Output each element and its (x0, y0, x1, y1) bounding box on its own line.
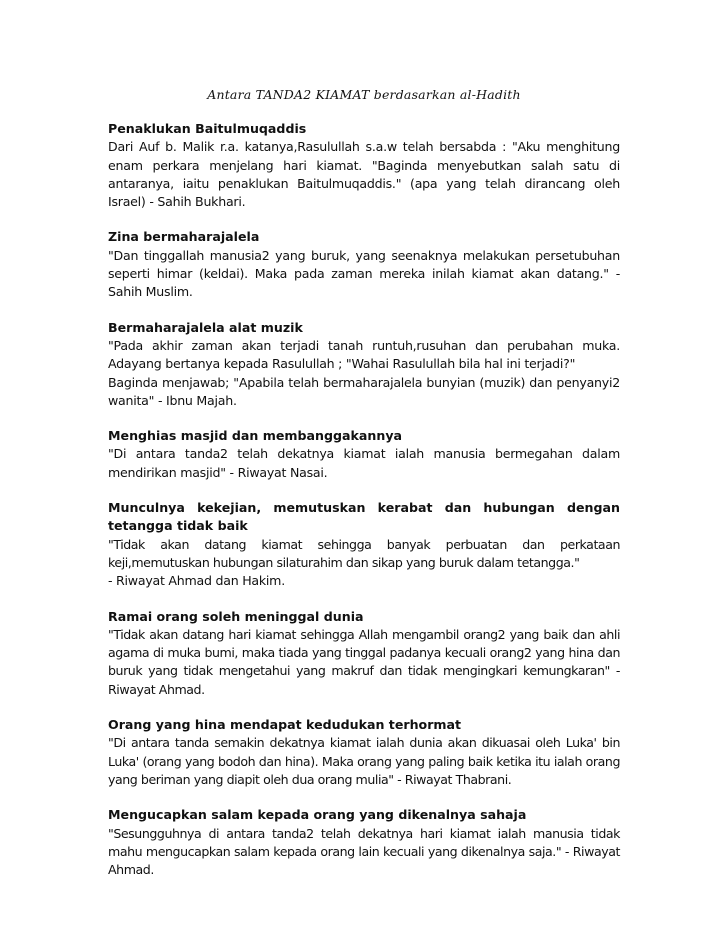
section-paragraph: "Di antara tanda semakin dekatnya kiamat ialah dunia akan dikuasai oleh Luka' bin Luka' (orang yang bodoh dan hina). Maka orang yang paling baik ketika itu ialah orang yang beriman yang diapit oleh dua orang mulia" - Riwayat Thabrani. (108, 735, 620, 787)
section-paragraph: "Pada akhir zaman akan terjadi tanah runtuh,rusuhan dan perubahan muka. Adayang bertanya kepada Rasulullah ; "Wahai Rasulullah bila hal ini terjadi?" (108, 337, 620, 372)
document-page (108, 86, 620, 896)
section-heading: Bermaharajalela alat muzik (108, 319, 303, 335)
section-heading: Munculnya kekejian, memutuskan kerabat dan hubungan dengan tetangga tidak baik (108, 500, 620, 534)
section-paragraph: "Sesungguhnya di antara tanda2 telah dekatnya hari kiamat ialah manusia tidak mahu mengucapkan salam kepada orang lain kecuali yang dikenalnya saja." - Riwayat Ahmad. (108, 825, 620, 878)
section-ramai-orang-soleh (108, 608, 620, 699)
section-heading: Penaklukan Baitulmuqaddis (108, 121, 307, 136)
section-bermaharajalela-alat-muzik (108, 319, 620, 410)
section-orang-hina (108, 716, 620, 789)
document-title: Antara TANDA2 KIAMAT berdasarkan al-Hadith (207, 87, 521, 102)
section-paragraph: "Tidak akan datang kiamat sehingga banyak perbuatan dan perkataan keji,memutuskan hubungan silaturahim dan sikap yang buruk dalam tetangga." (108, 536, 620, 570)
section-paragraph: Baginda menjawab; "Apabila telah bermaharajalela bunyian (muzik) dan penyanyi2 wanita" - Ibnu Majah. (108, 374, 620, 408)
section-paragraph: "Tidak akan datang hari kiamat sehingga Allah mengambil orang2 yang baik dan ahli agama di muka bumi, maka tiada yang tinggal padanya kecuali orang2 yang hina dan buruk yang tidak mengetahui yang makruf dan tidak mengingkari kemungkaran" - Riwayat Ahmad. (108, 626, 620, 697)
section-paragraph: "Di antara tanda2 telah dekatnya kiamat ialah manusia bermegahan dalam mendirikan masjid" - Riwayat Nasai. (108, 446, 620, 480)
section-paragraph: - Riwayat Ahmad dan Hakim. (108, 573, 285, 589)
section-paragraph: Dari Auf b. Malik r.a. katanya,Rasulullah s.a.w telah bersabda : "Aku menghitung enam perkara menjelang hari kiamat. "Baginda menyebutkan salah satu di antaranya, iaitu penaklukan Baitulmuqaddis." (apa yang telah dirancang oleh Israel) - Sahih Bukhari. (108, 139, 620, 210)
section-heading: Ramai orang soleh meninggal dunia (108, 608, 364, 624)
section-heading: Menghias masjid dan membanggakannya (108, 428, 403, 444)
section-munculnya-kekejian (108, 499, 620, 590)
section-penaklukan-baitulmuqaddis (108, 120, 620, 211)
section-heading: Zina bermaharajalela (108, 229, 260, 245)
section-heading: Orang yang hina mendapat kedudukan terhormat (108, 717, 462, 733)
section-mengucapkan-salam (108, 806, 620, 879)
section-paragraph: "Dan tinggallah manusia2 yang buruk, yang seenaknya melakukan persetubuhan seperti himar (keldai). Maka pada zaman mereka inilah kiamat akan datang." - Sahih Muslim. (108, 247, 620, 300)
section-heading: Mengucapkan salam kepada orang yang dikenalnya sahaja (108, 807, 527, 823)
section-zina-bermaharajalela (108, 228, 620, 301)
section-menghias-masjid (108, 427, 620, 482)
